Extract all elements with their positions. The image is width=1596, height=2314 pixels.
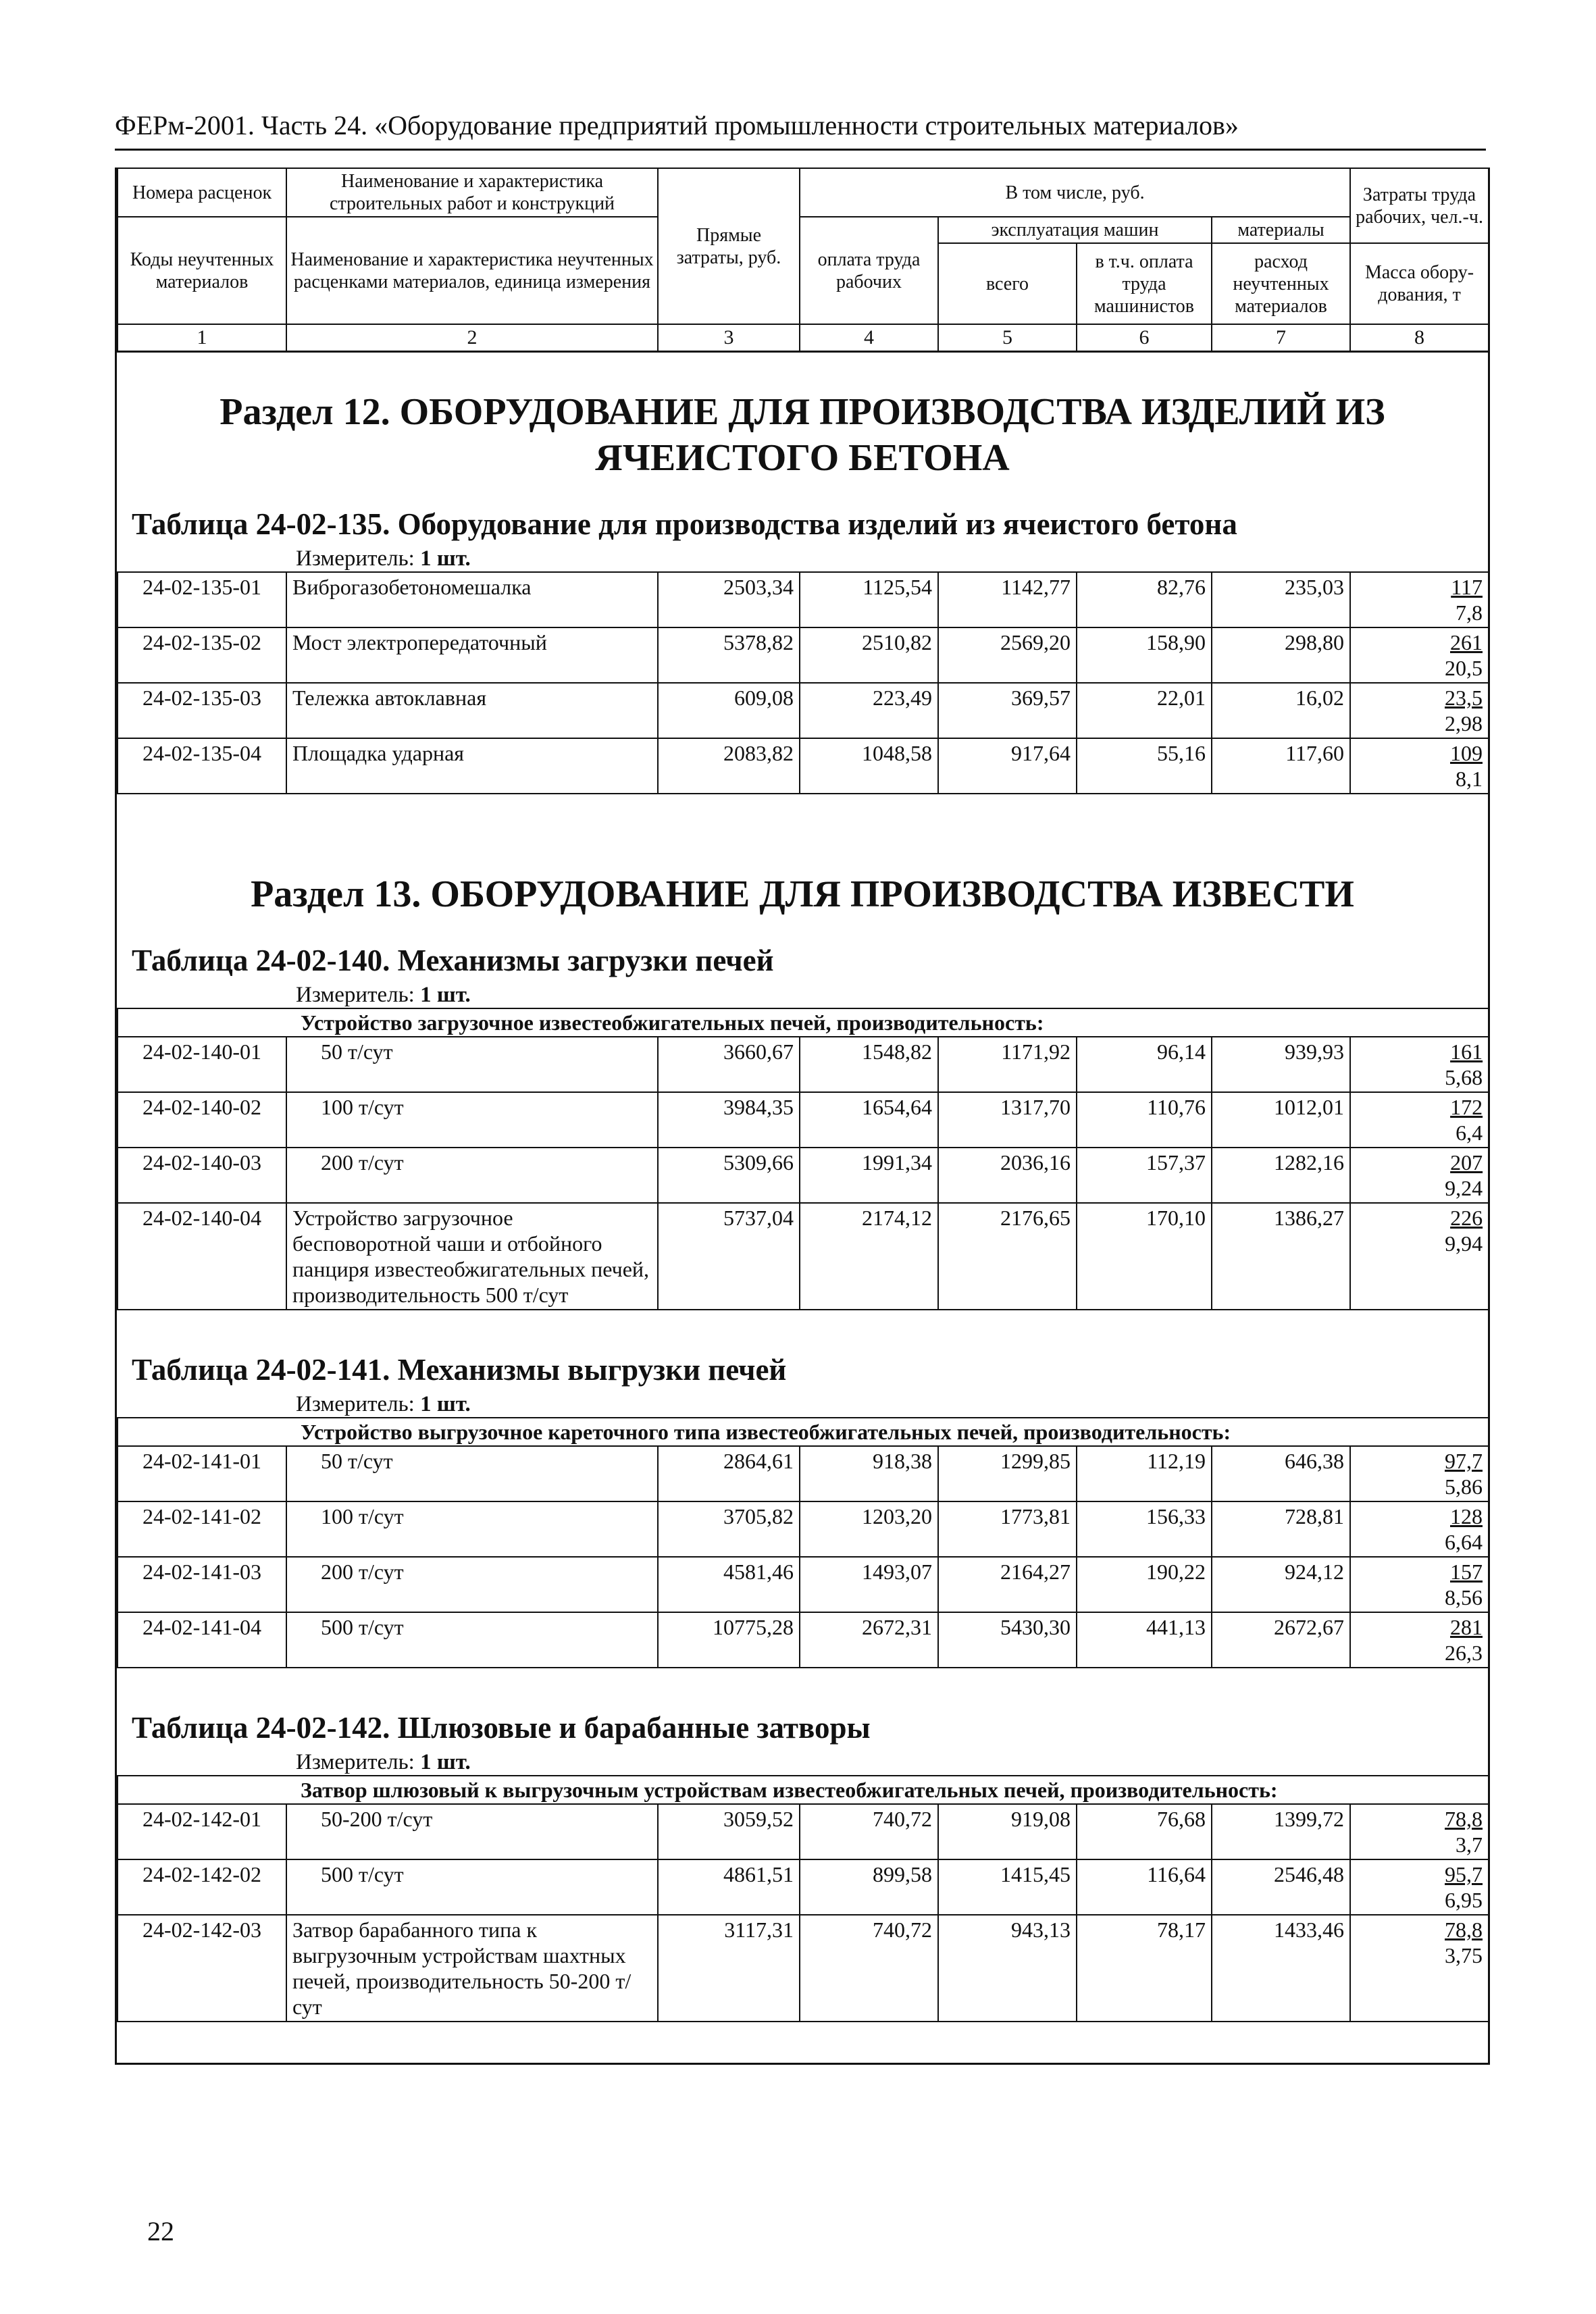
machines-total: 1142,77 <box>938 572 1077 627</box>
machines-total: 5430,30 <box>938 1612 1077 1668</box>
labor-costs: 117 <box>1451 575 1483 599</box>
direct-costs: 609,08 <box>658 683 800 738</box>
worker-pay: 1654,64 <box>800 1092 938 1148</box>
labor-costs: 172 <box>1450 1095 1483 1119</box>
col-worker-pay: оплата труда рабочих <box>800 217 938 324</box>
rate-code: 24-02-135-01 <box>118 572 286 627</box>
col-number: 6 <box>1077 324 1212 352</box>
direct-costs: 5309,66 <box>658 1148 800 1203</box>
subheading: Устройство выгрузочное кареточного типа известеобжигательных печей, производительность: <box>118 1418 1489 1446</box>
materials-cost: 1386,27 <box>1212 1203 1350 1310</box>
work-name: 200 т/сут <box>286 1557 658 1612</box>
table-row <box>118 1092 1489 1148</box>
sections-container <box>117 389 1488 2063</box>
labor-costs: 109 <box>1450 741 1483 765</box>
machinist-pay: 156,33 <box>1077 1501 1212 1557</box>
machines-total: 369,57 <box>938 683 1077 738</box>
equipment-mass: 8,1 <box>1456 767 1483 791</box>
subheading: Затвор шлюзовый к выгрузочным устройствам известеобжигательных печей, производительность: <box>118 1776 1489 1804</box>
machinist-pay: 112,19 <box>1077 1446 1212 1501</box>
measure-line <box>296 982 1488 1008</box>
equipment-mass: 26,3 <box>1445 1641 1483 1665</box>
labor-costs: 161 <box>1450 1039 1483 1064</box>
equipment-mass: 8,56 <box>1445 1585 1483 1610</box>
col-name-top: Наименование и характеристика строительных работ и конструкций <box>286 168 658 217</box>
labor-mass-cell <box>1350 1446 1489 1501</box>
labor-mass-cell <box>1350 738 1489 794</box>
col-machines-total: всего <box>938 243 1077 324</box>
equipment-mass: 3,7 <box>1456 1832 1483 1857</box>
worker-pay: 740,72 <box>800 1915 938 2022</box>
equipment-mass: 2,98 <box>1445 711 1483 736</box>
machinist-pay: 116,64 <box>1077 1859 1212 1915</box>
equipment-mass: 3,75 <box>1445 1943 1483 1968</box>
equipment-mass: 6,4 <box>1456 1121 1483 1145</box>
machinist-pay: 170,10 <box>1077 1203 1212 1310</box>
machinist-pay: 22,01 <box>1077 683 1212 738</box>
labor-mass-cell <box>1350 572 1489 627</box>
worker-pay: 918,38 <box>800 1446 938 1501</box>
machines-total: 919,08 <box>938 1804 1077 1859</box>
col-number: 7 <box>1212 324 1350 352</box>
labor-costs: 95,7 <box>1445 1862 1483 1886</box>
direct-costs: 3705,82 <box>658 1501 800 1557</box>
direct-costs: 5378,82 <box>658 627 800 683</box>
work-name: 500 т/сут <box>286 1859 658 1915</box>
subheading-row <box>118 1418 1489 1446</box>
col-equipment-mass: Масса обору-дования, т <box>1350 243 1489 324</box>
subheading-row <box>118 1008 1489 1037</box>
work-name: Виброгазобетономешалка <box>286 572 658 627</box>
worker-pay: 899,58 <box>800 1859 938 1915</box>
table-title: Таблица 24-02-135. Оборудование для производства изделий из ячеистого бетона <box>132 507 1237 541</box>
direct-costs: 5737,04 <box>658 1203 800 1310</box>
table-row <box>118 627 1489 683</box>
table-row <box>118 1859 1489 1915</box>
labor-mass-cell <box>1350 1612 1489 1668</box>
rate-code: 24-02-140-02 <box>118 1092 286 1148</box>
equipment-mass: 5,68 <box>1445 1065 1483 1089</box>
labor-mass-cell <box>1350 1804 1489 1859</box>
rate-code: 24-02-135-02 <box>118 627 286 683</box>
labor-mass-cell <box>1350 683 1489 738</box>
machinist-pay: 190,22 <box>1077 1557 1212 1612</box>
table-row <box>118 683 1489 738</box>
column-header-table <box>117 168 1489 353</box>
work-name: 50 т/сут <box>286 1037 658 1092</box>
rate-code: 24-02-141-02 <box>118 1501 286 1557</box>
direct-costs: 10775,28 <box>658 1612 800 1668</box>
table-row <box>118 1203 1489 1310</box>
machinist-pay: 157,37 <box>1077 1148 1212 1203</box>
worker-pay: 1991,34 <box>800 1148 938 1203</box>
materials-cost: 924,12 <box>1212 1557 1350 1612</box>
work-name: Устройство загрузочное бесповоротной чаши и отбойного панциря известеобжигательных печей, производительность 500 т/сут <box>286 1203 658 1310</box>
machines-total: 2164,27 <box>938 1557 1077 1612</box>
direct-costs: 3117,31 <box>658 1915 800 2022</box>
labor-costs: 281 <box>1450 1615 1483 1639</box>
equipment-mass: 5,86 <box>1445 1474 1483 1499</box>
machinist-pay: 158,90 <box>1077 627 1212 683</box>
measure-value: 1 шт. <box>420 546 471 571</box>
labor-costs: 226 <box>1450 1206 1483 1230</box>
table-row <box>118 1557 1489 1612</box>
materials-cost: 1282,16 <box>1212 1148 1350 1203</box>
equipment-mass: 7,8 <box>1456 600 1483 625</box>
work-name: Тележка автоклавная <box>286 683 658 738</box>
table-row <box>118 1501 1489 1557</box>
machines-total: 1299,85 <box>938 1446 1077 1501</box>
direct-costs: 4581,46 <box>658 1557 800 1612</box>
col-number: 3 <box>658 324 800 352</box>
labor-mass-cell <box>1350 1148 1489 1203</box>
col-name-bottom: Наименование и характеристика неучтенных расценками материалов, единица измерения <box>286 217 658 324</box>
col-machines: эксплуатация машин <box>938 217 1212 243</box>
worker-pay: 1203,20 <box>800 1501 938 1557</box>
machines-total: 917,64 <box>938 738 1077 794</box>
equipment-mass: 6,95 <box>1445 1888 1483 1912</box>
table-title: Таблица 24-02-142. Шлюзовые и барабанные затворы <box>132 1711 871 1745</box>
machines-total: 2569,20 <box>938 627 1077 683</box>
labor-mass-cell <box>1350 1092 1489 1148</box>
work-name: 50-200 т/сут <box>286 1804 658 1859</box>
rate-code: 24-02-135-04 <box>118 738 286 794</box>
col-number: 4 <box>800 324 938 352</box>
measure-label: Измеритель: <box>296 1750 415 1774</box>
worker-pay: 2510,82 <box>800 627 938 683</box>
col-code-bottom: Коды неучтенных материалов <box>118 217 286 324</box>
work-name: 200 т/сут <box>286 1148 658 1203</box>
table-row <box>118 1804 1489 1859</box>
section-title: Раздел 12. ОБОРУДОВАНИЕ ДЛЯ ПРОИЗВОДСТВА ИЗДЕЛИЙ ИЗ ЯЧЕИСТОГО БЕТОНА <box>220 391 1385 479</box>
rate-code: 24-02-141-03 <box>118 1557 286 1612</box>
worker-pay: 740,72 <box>800 1804 938 1859</box>
rates-table <box>117 1008 1489 1351</box>
col-materials: материалы <box>1212 217 1350 243</box>
direct-costs: 3984,35 <box>658 1092 800 1148</box>
labor-mass-cell <box>1350 627 1489 683</box>
work-name: 100 т/сут <box>286 1501 658 1557</box>
rate-code: 24-02-142-02 <box>118 1859 286 1915</box>
table-row <box>118 1915 1489 2022</box>
rates-table <box>117 1417 1489 1709</box>
rate-code: 24-02-141-04 <box>118 1612 286 1668</box>
rate-code: 24-02-140-04 <box>118 1203 286 1310</box>
machines-total: 1773,81 <box>938 1501 1077 1557</box>
rate-code: 24-02-141-01 <box>118 1446 286 1501</box>
labor-costs: 157 <box>1450 1560 1483 1584</box>
measure-line <box>296 1391 1488 1417</box>
materials-cost: 939,93 <box>1212 1037 1350 1092</box>
materials-cost: 117,60 <box>1212 738 1350 794</box>
direct-costs: 4861,51 <box>658 1859 800 1915</box>
work-name: 500 т/сут <box>286 1612 658 1668</box>
labor-mass-cell <box>1350 1557 1489 1612</box>
worker-pay: 1048,58 <box>800 738 938 794</box>
table-row <box>118 572 1489 627</box>
subheading: Устройство загрузочное известеобжигательных печей, производительность: <box>118 1008 1489 1037</box>
table-row <box>118 1446 1489 1501</box>
labor-mass-cell <box>1350 1203 1489 1310</box>
machinist-pay: 96,14 <box>1077 1037 1212 1092</box>
col-number: 1 <box>118 324 286 352</box>
work-name: Площадка ударная <box>286 738 658 794</box>
machines-total: 1317,70 <box>938 1092 1077 1148</box>
col-number: 2 <box>286 324 658 352</box>
materials-cost: 1433,46 <box>1212 1915 1350 2022</box>
labor-costs: 207 <box>1450 1150 1483 1175</box>
labor-mass-cell <box>1350 1915 1489 2022</box>
col-materials-unaccounted: расход неучтенных материалов <box>1212 243 1350 324</box>
equipment-mass: 9,94 <box>1445 1231 1483 1256</box>
col-number: 5 <box>938 324 1077 352</box>
measure-value: 1 шт. <box>420 1392 471 1416</box>
machines-total: 2176,65 <box>938 1203 1077 1310</box>
col-including: В том числе, руб. <box>800 168 1350 217</box>
table-row <box>118 738 1489 794</box>
col-machinist-pay: в т.ч. оплата труда машинистов <box>1077 243 1212 324</box>
worker-pay: 1125,54 <box>800 572 938 627</box>
running-header: ФЕРм-2001. Часть 24. «Оборудование предприятий промышленности строительных материалов» <box>115 108 1486 151</box>
table-title: Таблица 24-02-140. Механизмы загрузки печей <box>132 944 774 977</box>
direct-costs: 2503,34 <box>658 572 800 627</box>
measure-label: Измеритель: <box>296 546 415 571</box>
equipment-mass: 6,64 <box>1445 1530 1483 1554</box>
measure-label: Измеритель: <box>296 1392 415 1416</box>
materials-cost: 1012,01 <box>1212 1092 1350 1148</box>
materials-cost: 16,02 <box>1212 683 1350 738</box>
equipment-mass: 20,5 <box>1445 656 1483 680</box>
rates-table <box>117 1775 1489 2063</box>
materials-cost: 2546,48 <box>1212 1859 1350 1915</box>
labor-costs: 78,8 <box>1445 1918 1483 1942</box>
rate-table <box>115 168 1490 2065</box>
materials-cost: 298,80 <box>1212 627 1350 683</box>
rate-code: 24-02-142-03 <box>118 1915 286 2022</box>
machines-total: 943,13 <box>938 1915 1077 2022</box>
subheading-row <box>118 1776 1489 1804</box>
materials-cost: 235,03 <box>1212 572 1350 627</box>
worker-pay: 1548,82 <box>800 1037 938 1092</box>
rate-code: 24-02-142-01 <box>118 1804 286 1859</box>
machinist-pay: 82,76 <box>1077 572 1212 627</box>
table-title: Таблица 24-02-141. Механизмы выгрузки печей <box>132 1353 787 1387</box>
machinist-pay: 55,16 <box>1077 738 1212 794</box>
machinist-pay: 78,17 <box>1077 1915 1212 2022</box>
col-number: 8 <box>1350 324 1489 352</box>
machines-total: 1171,92 <box>938 1037 1077 1092</box>
rates-table <box>117 571 1489 835</box>
work-name: 50 т/сут <box>286 1446 658 1501</box>
materials-cost: 2672,67 <box>1212 1612 1350 1668</box>
machines-total: 1415,45 <box>938 1859 1077 1915</box>
col-direct-costs: Прямые затраты, руб. <box>658 168 800 324</box>
direct-costs: 3059,52 <box>658 1804 800 1859</box>
labor-costs: 23,5 <box>1445 686 1483 710</box>
rate-code: 24-02-135-03 <box>118 683 286 738</box>
work-name: Затвор барабанного типа к выгрузочным устройствам шахтных печей, производительность 50-200 т/сут <box>286 1915 658 2022</box>
measure-line <box>296 546 1488 571</box>
labor-costs: 78,8 <box>1445 1807 1483 1831</box>
labor-mass-cell <box>1350 1859 1489 1915</box>
equipment-mass: 9,24 <box>1445 1176 1483 1200</box>
section-title: Раздел 13. ОБОРУДОВАНИЕ ДЛЯ ПРОИЗВОДСТВА ИЗВЕСТИ <box>251 873 1354 915</box>
labor-costs: 128 <box>1450 1504 1483 1528</box>
materials-cost: 1399,72 <box>1212 1804 1350 1859</box>
table-row <box>118 1148 1489 1203</box>
worker-pay: 223,49 <box>800 683 938 738</box>
direct-costs: 2083,82 <box>658 738 800 794</box>
measure-value: 1 шт. <box>420 983 471 1007</box>
worker-pay: 2174,12 <box>800 1203 938 1310</box>
work-name: 100 т/сут <box>286 1092 658 1148</box>
labor-mass-cell <box>1350 1037 1489 1092</box>
col-code-top: Номера расценок <box>118 168 286 217</box>
machinist-pay: 110,76 <box>1077 1092 1212 1148</box>
worker-pay: 2672,31 <box>800 1612 938 1668</box>
table-row <box>118 1612 1489 1668</box>
measure-line <box>296 1749 1488 1775</box>
page-number: 22 <box>147 2216 174 2246</box>
work-name: Мост электропередаточный <box>286 627 658 683</box>
machinist-pay: 76,68 <box>1077 1804 1212 1859</box>
labor-costs: 97,7 <box>1445 1449 1483 1473</box>
worker-pay: 1493,07 <box>800 1557 938 1612</box>
materials-cost: 646,38 <box>1212 1446 1350 1501</box>
rate-code: 24-02-140-01 <box>118 1037 286 1092</box>
labor-costs: 261 <box>1450 630 1483 654</box>
table-row <box>118 1037 1489 1092</box>
machines-total: 2036,16 <box>938 1148 1077 1203</box>
rate-code: 24-02-140-03 <box>118 1148 286 1203</box>
labor-mass-cell <box>1350 1501 1489 1557</box>
col-labor-costs: Затраты труда рабочих, чел.-ч. <box>1350 168 1489 243</box>
measure-value: 1 шт. <box>420 1750 471 1774</box>
machinist-pay: 441,13 <box>1077 1612 1212 1668</box>
materials-cost: 728,81 <box>1212 1501 1350 1557</box>
direct-costs: 2864,61 <box>658 1446 800 1501</box>
direct-costs: 3660,67 <box>658 1037 800 1092</box>
measure-label: Измеритель: <box>296 983 415 1007</box>
